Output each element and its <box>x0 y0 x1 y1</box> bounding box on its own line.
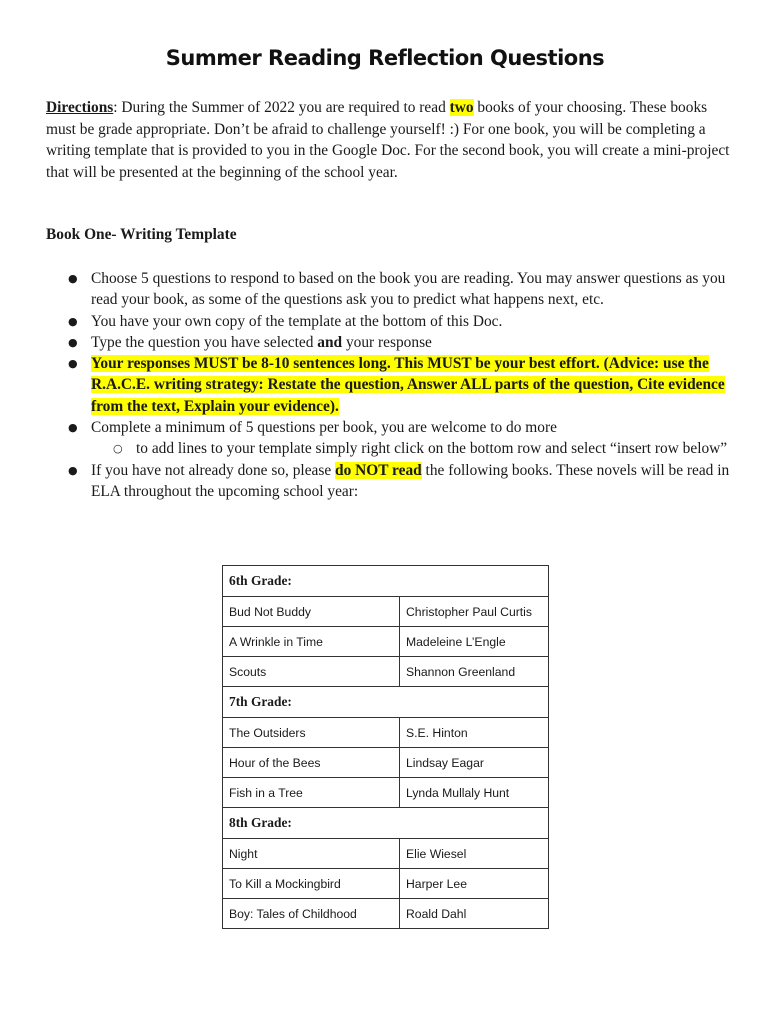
page-title: Summer Reading Reflection Questions <box>165 46 605 70</box>
book-title: A Wrinkle in Time <box>223 627 400 657</box>
list-item <box>46 332 736 353</box>
grade-header-row <box>223 808 549 839</box>
bullet-highlight-text: do NOT read <box>335 461 422 479</box>
book-one-heading: Book One- Writing Template <box>46 226 237 243</box>
directions-paragraph <box>46 97 736 183</box>
book-title: Fish in a Tree <box>223 778 400 808</box>
bullet-bold-text: and <box>317 333 343 351</box>
book-title: The Outsiders <box>223 718 400 748</box>
grade-label: 8th Grade: <box>223 808 549 839</box>
table-row <box>223 839 549 869</box>
book-author: Harper Lee <box>400 869 549 899</box>
books-table <box>222 565 549 929</box>
grade-header-row <box>223 687 549 718</box>
table-row <box>223 748 549 778</box>
table-row <box>223 627 549 657</box>
directions-label: Directions <box>46 99 114 116</box>
instructions-list <box>46 268 736 502</box>
book-author: Lindsay Eagar <box>400 748 549 778</box>
table-row <box>223 597 549 627</box>
list-item <box>46 311 736 332</box>
book-author: Shannon Greenland <box>400 657 549 687</box>
book-title: Hour of the Bees <box>223 748 400 778</box>
bullet-text: the following books. These novels will be read in ELA throughout the upcoming school year: <box>91 461 730 500</box>
bullet-text: If you have not already done so, please <box>91 461 336 479</box>
table-row <box>223 869 549 899</box>
bullet-text: Complete a minimum of 5 questions per book, you are welcome to do more <box>91 419 557 437</box>
book-author: Elie Wiesel <box>400 839 549 869</box>
grade-label: 7th Grade: <box>223 687 549 718</box>
book-title: To Kill a Mockingbird <box>223 869 400 899</box>
book-title: Night <box>223 839 400 869</box>
directions-text-1: : During the Summer of 2022 you are required to read <box>113 99 450 116</box>
table-row <box>223 899 549 929</box>
directions-highlight: two <box>449 99 474 116</box>
directions-text-2: books of your choosing. These books must be grade appropriate. Don’t be afraid to challenge yourself! :) For one book, you will be completing a writing template that is provided to you in the Google Doc. For the second book, you will create a mini-project that will be presented at the beginning of the school year. <box>46 99 730 181</box>
book-author: Christopher Paul Curtis <box>400 597 549 627</box>
bullet-text: your response <box>342 333 432 351</box>
sub-list <box>91 438 736 459</box>
table-row <box>223 778 549 808</box>
book-title: Scouts <box>223 657 400 687</box>
book-author: Roald Dahl <box>400 899 549 929</box>
book-author: Lynda Mullaly Hunt <box>400 778 549 808</box>
grade-header-row <box>223 566 549 597</box>
list-item <box>46 268 736 311</box>
book-author: S.E. Hinton <box>400 718 549 748</box>
list-item <box>46 417 736 460</box>
table-row <box>223 657 549 687</box>
book-title: Bud Not Buddy <box>223 597 400 627</box>
sub-list-item <box>91 438 736 459</box>
book-title: Boy: Tales of Childhood <box>223 899 400 929</box>
bullet-text: Type the question you have selected <box>91 333 318 351</box>
book-author: Madeleine L’Engle <box>400 627 549 657</box>
list-item-highlighted <box>46 353 736 417</box>
bullet-text: You have your own copy of the template at the bottom of this Doc. <box>91 312 503 330</box>
bullet-highlight-text: Your responses MUST be 8-10 sentences long. This MUST be your best effort. (Advice: use the R.A.C.E. writing strategy: Restate the question, Answer ALL parts of the question, Cite evidence from the text, Explain your evidence). <box>91 355 725 415</box>
list-item <box>46 460 736 503</box>
bullet-text: Choose 5 questions to respond to based on the book you are reading. You may answer questions as you read your book, as some of the questions ask you to predict what happens next, etc. <box>91 270 726 309</box>
table-row <box>223 718 549 748</box>
sub-bullet-text: to add lines to your template simply right click on the bottom row and select “insert row below” <box>136 440 728 458</box>
grade-label: 6th Grade: <box>223 566 549 597</box>
